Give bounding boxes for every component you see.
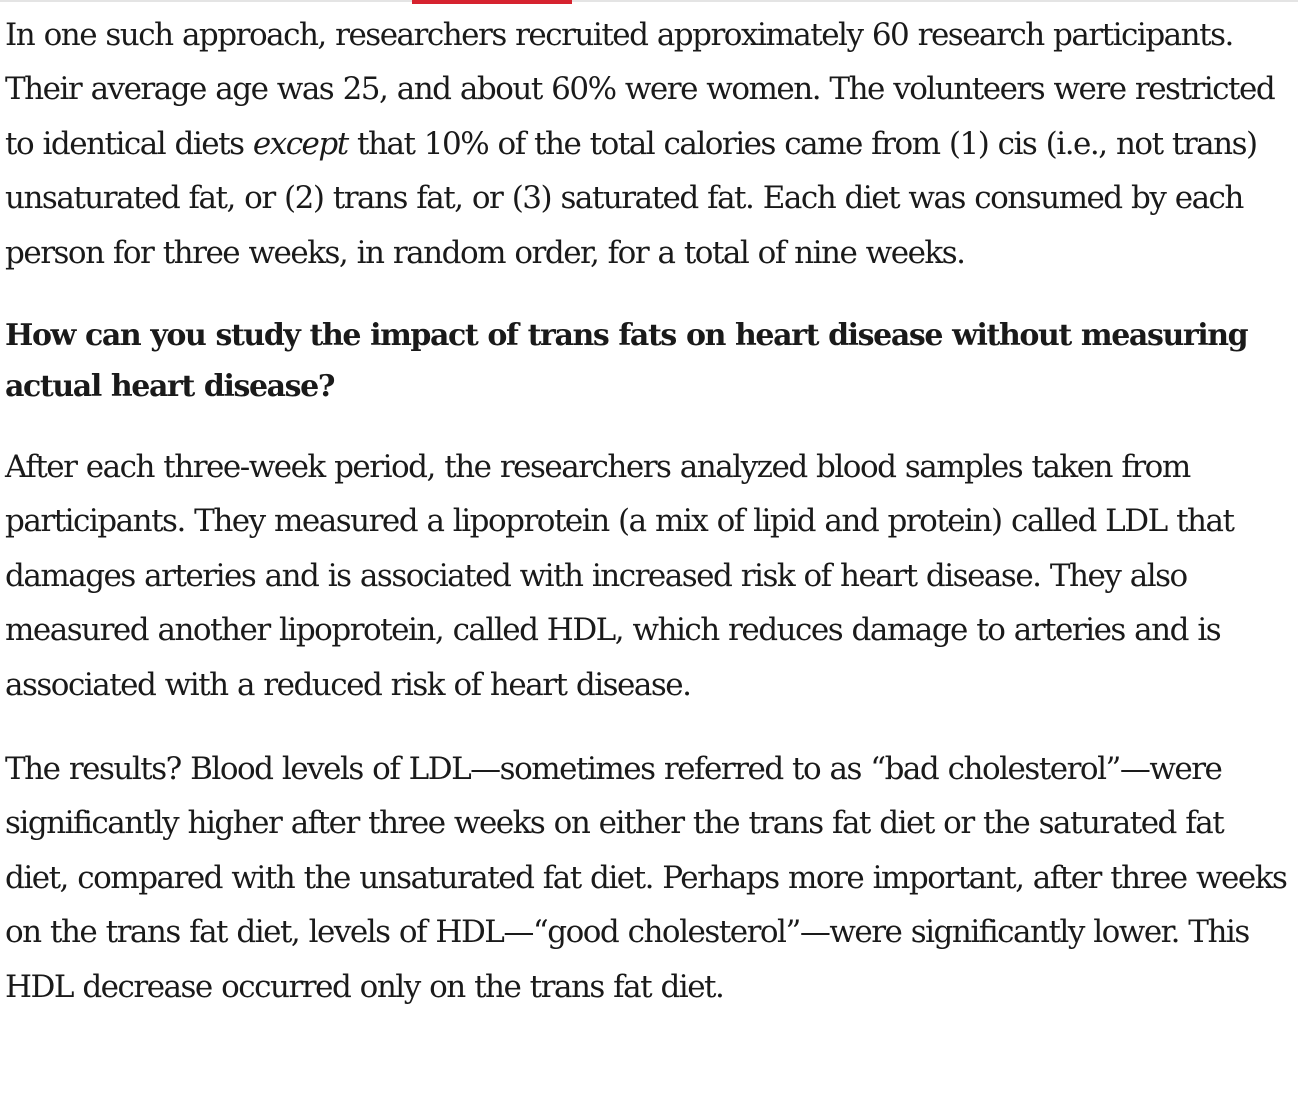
intro-paragraph xyxy=(5,8,1295,280)
methods-paragraph: After each three-week period, the researchers analyzed blood samples taken from participants. They measured a lipoprotein (a mix of lipid and protein) called LDL that damages arteries and is associated with increased risk of heart disease. They also measured another lipoprotein, called HDL, which reduces damage to arteries and is associated with a reduced risk of heart disease. xyxy=(5,449,1234,703)
intro-text-end: that 10% of the total calories came from (1) cis (i.e., not trans) unsaturated fat, or (2) trans fat, or (3) saturated fat. Each diet was consumed by each person for three weeks, in random order, for a total of nine weeks. xyxy=(5,125,1257,271)
section-heading: How can you study the impact of trans fats on heart disease without measuring actual heart disease? xyxy=(5,318,1248,405)
article-body xyxy=(5,8,1295,1014)
intro-text-start: In one such approach, researchers recruited approximately 60 research participants. Their average age was 25, and about 60% were women. The volunteers were restricted to identical diets xyxy=(5,17,1275,162)
active-section-indicator xyxy=(412,0,572,4)
results-paragraph: The results? Blood levels of LDL—sometimes referred to as “bad cholesterol”—were significantly higher after three weeks on either the trans fat diet or the saturated fat diet, compared with the unsaturated fat diet. Perhaps more important, after three weeks on the trans fat diet, levels of HDL—“good cholesterol”—were significantly lower. This HDL decrease occurred only on the trans fat diet. xyxy=(5,751,1287,1005)
top-divider xyxy=(0,0,1298,2)
emphasis-except: except xyxy=(252,125,348,162)
